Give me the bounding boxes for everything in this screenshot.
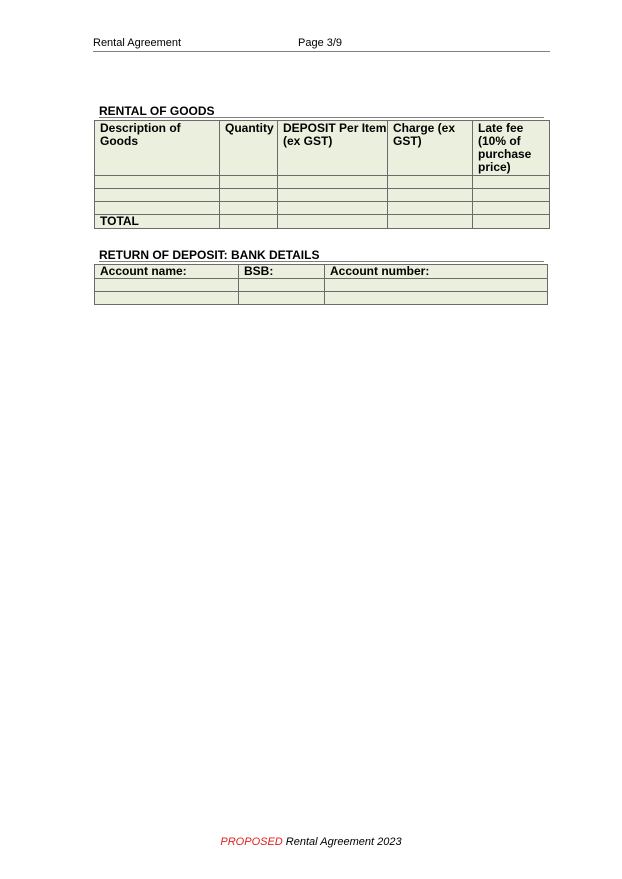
table-total-row bbox=[95, 215, 550, 229]
footer-text: Rental Agreement 2023 bbox=[282, 836, 402, 848]
table-cell[interactable] bbox=[473, 215, 550, 229]
column-header-account-number: Account number: bbox=[325, 265, 548, 279]
bank-details-title: RETURN OF DEPOSIT: BANK DETAILS bbox=[99, 248, 320, 262]
column-header-charge: Charge (ex GST) bbox=[388, 121, 473, 176]
column-header-deposit: DEPOSIT Per Item (ex GST) bbox=[278, 121, 388, 176]
bank-details-rule bbox=[99, 261, 544, 262]
table-cell[interactable] bbox=[95, 189, 220, 202]
account-number-field[interactable] bbox=[325, 292, 548, 305]
header-page-number: Page 3/9 bbox=[298, 37, 343, 49]
column-header-late-fee: Late fee (10% of purchase price) bbox=[473, 121, 550, 176]
account-name-field[interactable] bbox=[95, 292, 239, 305]
bsb-field[interactable] bbox=[239, 279, 325, 292]
table-row bbox=[95, 292, 548, 305]
table-cell[interactable] bbox=[220, 176, 278, 189]
table-cell[interactable] bbox=[473, 202, 550, 215]
rental-goods-rule bbox=[99, 117, 544, 118]
page-footer bbox=[0, 836, 622, 848]
rental-goods-table bbox=[94, 120, 550, 229]
table-cell[interactable] bbox=[473, 189, 550, 202]
table-row bbox=[95, 189, 550, 202]
account-number-field[interactable] bbox=[325, 279, 548, 292]
bsb-field[interactable] bbox=[239, 292, 325, 305]
table-cell[interactable] bbox=[388, 202, 473, 215]
rental-goods-title: RENTAL OF GOODS bbox=[99, 104, 215, 118]
bank-details-table bbox=[94, 264, 548, 305]
column-header-quantity: Quantity bbox=[220, 121, 278, 176]
table-row bbox=[95, 279, 548, 292]
table-cell[interactable] bbox=[95, 202, 220, 215]
column-header-description: Description of Goods bbox=[95, 121, 220, 176]
column-header-account-name: Account name: bbox=[95, 265, 239, 279]
page-header bbox=[93, 37, 550, 52]
table-cell[interactable] bbox=[473, 176, 550, 189]
table-cell[interactable] bbox=[220, 215, 278, 229]
table-cell[interactable] bbox=[388, 176, 473, 189]
account-name-field[interactable] bbox=[95, 279, 239, 292]
table-cell[interactable] bbox=[278, 189, 388, 202]
table-cell[interactable] bbox=[95, 176, 220, 189]
table-header-row bbox=[95, 121, 550, 176]
footer-proposed: PROPOSED bbox=[220, 836, 283, 848]
table-cell[interactable] bbox=[220, 202, 278, 215]
table-row bbox=[95, 176, 550, 189]
table-cell[interactable] bbox=[220, 189, 278, 202]
table-row bbox=[95, 202, 550, 215]
table-cell[interactable] bbox=[278, 202, 388, 215]
table-cell[interactable] bbox=[388, 215, 473, 229]
table-header-row bbox=[95, 265, 548, 279]
header-doc-title: Rental Agreement bbox=[93, 37, 182, 49]
total-label: TOTAL bbox=[95, 215, 220, 229]
table-cell[interactable] bbox=[278, 215, 388, 229]
table-cell[interactable] bbox=[278, 176, 388, 189]
table-cell[interactable] bbox=[388, 189, 473, 202]
column-header-bsb: BSB: bbox=[239, 265, 325, 279]
